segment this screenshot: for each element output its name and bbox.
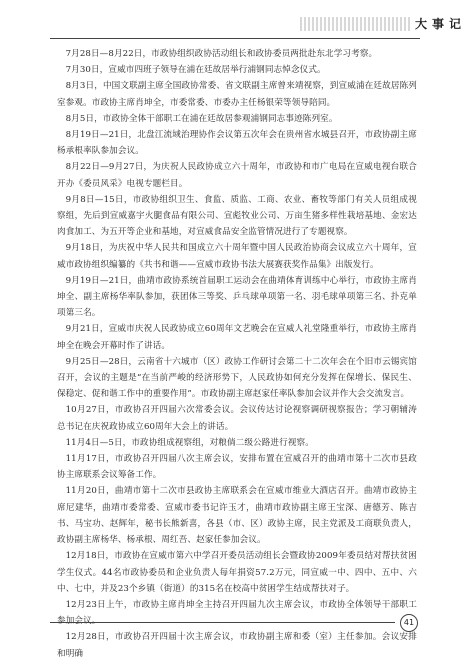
- running-header: [300, 14, 475, 34]
- chronicle-entry: 12月28日，市政协召开四届十次主席会议，市政协副主席和委（室）主任参加。会议安排和明确: [57, 632, 417, 659]
- chronicle-entry: 11月20日，曲靖市第十二次市县政协主席联系会在宣威市维业大酒店召开。曲靖市政协主席尼建华，曲靖市委常委、宣威市委书记许玉才，曲靖市政协副主席王宝深、唐德芳、陈吉书、马宝功、赵辉年，秘书长熊新喜，各县（市、区）政协主席，民主党派及工商联负责人，政协副主席杨华、杨承根、周红吾、赵家任参加会议。: [57, 486, 417, 546]
- chronicle-entry: 8月3日，中国文联副主席全国政协常委、省文联副主席曾来靖视察，到宣威浦在廷故居陈列室参观。市政协主席肖坤全，市委常委、市委办主任杨银荣等领导陪同。: [57, 81, 417, 108]
- footer-divider: [50, 622, 395, 623]
- chronicle-entry: 9月25日—28日，云南省十六城市（区）政协工作研讨会第二十二次年会在个旧市云锡宾馆召开，会议的主题是“在当前严峻的经济形势下，人民政协如何充分发挥在保增长、保民生、保稳定、促和谐工作中的重要作用”。市政协副主席赵家任率队参加会议并作大会交流发言。: [57, 356, 417, 400]
- chronicle-entry: 7月30日，宣威市四班子领导在浦在廷故居举行浦钢同志悼念仪式。: [65, 65, 326, 76]
- chronicle-entry: 11月4日—5日，市政协组成视察组，对粮倘二级公路进行视察。: [65, 437, 314, 448]
- chronicle-entry: 8月19日—21日，北盘江流域治理协作会议第五次年会在贵州省水城县召开，市政协副主席杨承根率队参加会议。: [57, 130, 417, 157]
- chronicle-entry: 11月17日，市政协召开四届八次主席会议，安排布置在宣威召开的曲靖市第十二次市县政协主席联系会议筹备工作。: [57, 454, 417, 481]
- chronicle-entry: 7月28日—8月22日，市政协组织政协活动组长和政协委员两批赴东北学习考察。: [65, 49, 378, 59]
- chronicle-entry: 9月21日，宣威市庆祝人民政协成立60周年文艺晚会在宣威人礼堂隆重举行，市政协主席肖坤全在晚会开幕时作了讲话。: [57, 324, 417, 351]
- chronicle-entry: 10月27日，市政协召开四届六次常委会议。会议传达讨论视察调研视察报告；学习朝辅涛总书记在庆祝政协成立60周年大会上的讲话。: [57, 405, 417, 432]
- chronicle-entry: 9月19日—21日，曲靖市政协系统首届职工运动会在曲靖体育训练中心举行，市政协主席肖坤全、副主席杨华率队参加，获团体三等奖、乒乓球单项第一名、羽毛球单项第三名、扑克单项第三名。: [57, 275, 417, 319]
- chronicle-entry: 12月18日，市政协在宣威市第六中学召开委员活动组长会暨政协2009年委员结对帮扶贫困学生仪式。44名市政协委员和企业负责人每年捐资57.2万元，同宣威一中、四中、五中、六中、七中，并及23个乡镇（街道）的315名在校高中贫困学生结成帮扶对子。: [57, 551, 417, 594]
- chronicle-entry: 9月18日，为庆祝中华人民共和国成立六十周年暨中国人民政治协商会议成立六十周年，宣威市政协组织编纂的《共书和谐——宣威市政协书法大展赛获奖作品集》出版发行。: [57, 243, 417, 270]
- section-title: 大事记: [415, 17, 467, 31]
- page-number: 41: [400, 614, 418, 632]
- chronicle-entry: 8月22日—9月27日，为庆祝人民政协成立六十周年，市政协和市广电局在宣威电视台联合开办《委员风采》电视专题栏目。: [57, 162, 417, 189]
- header-divider: [50, 38, 420, 39]
- chronicle-entry: 9月8日—15日，市政协组织卫生、食监、质监、工商、农业、畜牧等部门有关人员组成视察组，先后到宣威嘉宇火腿食品有限公司、宣彪牧业公司、万亩生猪多样性栽培基地、金宏达肉食加工、为五开等企业和基地，对宣威食品安全监管情况进行了专题视察。: [57, 194, 417, 238]
- chronicle-entry: 8月5日，市政协全体干部职工在浦在廷故居参观浦钢同志事迹陈列室。: [65, 113, 338, 124]
- chronicle-body: [57, 46, 417, 662]
- chronicle-entry: 12月23日上午，市政协主席肖坤全主持召开四届九次主席会议，市政协全体领导干部职工参加会议。: [57, 599, 417, 627]
- header-stripe-decoration: [300, 17, 410, 31]
